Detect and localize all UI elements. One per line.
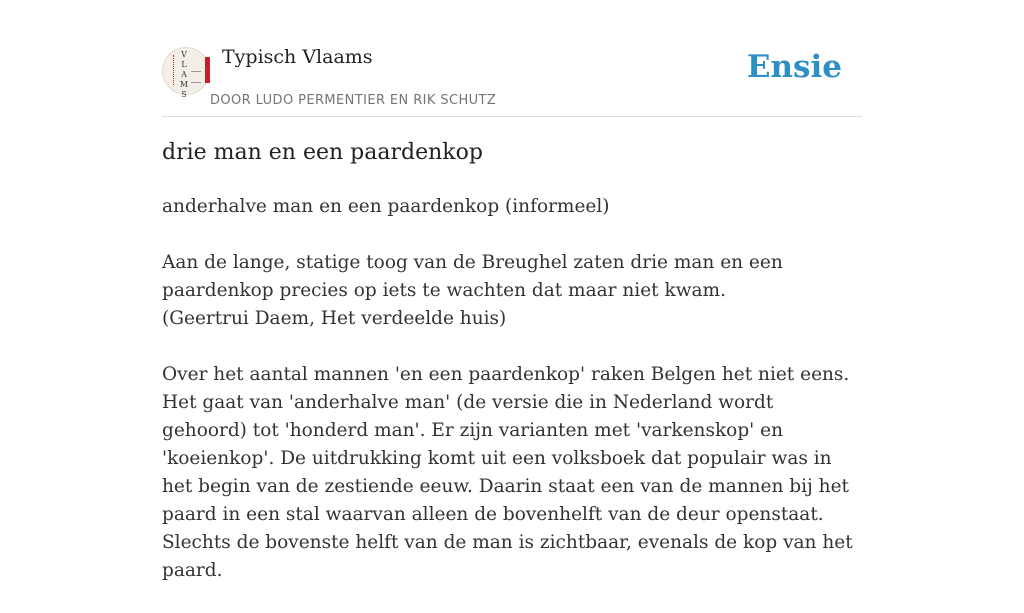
byline: DOOR LUDO PERMENTIER EN RIK SCHUTZ bbox=[210, 93, 497, 108]
header bbox=[162, 0, 862, 117]
brand-logo[interactable]: Ensie bbox=[746, 49, 842, 85]
entry-explanation: Over het aantal mannen 'en een paardenkop' raken Belgen het niet eens. Het gaat van 'anderhalve man' (de versie die in Nederland wordt gehoord) tot 'honderd man'. Er zijn varianten met 'varkenskop' en 'koeienkop'. De uitdrukking komt uit een volksboek dat populair was in het begin van de zestiende eeuw. Daarin staat een van de mannen bij het paard in een stal waarvan alleen de bovenhelft van de deur openstaat. Slechts de bovenste helft van de man is zichtbaar, evenals de kop van het paard. bbox=[162, 364, 853, 581]
entry-title: drie man en een paardenkop bbox=[162, 140, 483, 165]
avatar-lines-icon bbox=[191, 71, 201, 83]
avatar-letters: V L A M S bbox=[179, 50, 189, 99]
quote-text: Aan de lange, statige toog van de Breughel zaten drie man en een paardenkop precies op iets te wachten dat maar niet kwam. bbox=[162, 252, 783, 301]
entry-variant: anderhalve man en een paardenkop (informeel) bbox=[162, 196, 610, 217]
avatar-ornament-icon bbox=[173, 55, 176, 85]
entry-quote bbox=[162, 249, 862, 333]
avatar-red-bar-icon bbox=[205, 57, 210, 83]
entry-content bbox=[162, 193, 862, 613]
page-container bbox=[162, 0, 862, 581]
site-title[interactable]: Typisch Vlaams bbox=[222, 46, 373, 68]
avatar[interactable] bbox=[162, 47, 210, 99]
quote-source: (Geertrui Daem, Het verdeelde huis) bbox=[162, 308, 507, 329]
